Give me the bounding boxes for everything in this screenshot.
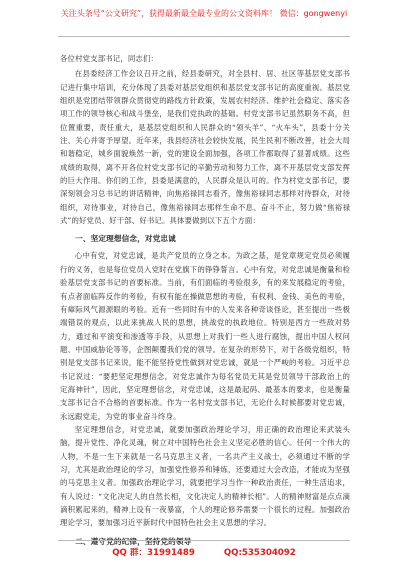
document-body: [60, 52, 350, 552]
footer-qq-group: QQ 群：31991489: [112, 548, 195, 558]
intro-paragraph: 在县委经济工作会议召开之前，经县委研究，对全县村、居、社区等基层党支部书记进行集中培训，充分体现了县委对基层党组织和基层党支部书记的高度重视。基层党组织是党团结带领群众贯彻党的路线方针政策，发展农村经济、维护社会稳定、落实各项工作的领导核心和战斗堡垒，是我们党执政的基础。村党支部书记虽然职务不高，但位置重要，责任重大，是基层党组织和人民群众的“领头羊”、“火车头”，县委十分关注、关心并寄予厚望。近年来，我县经济社会较快发展，民生民利不断改善，社会大局和谐稳定，城乡面貌焕然一新，党的建设全面加强，各项工作都取得了显著成绩。这些成绩的取得，离不开各位村党支部书记的辛勤劳动和努力工作，离不开基层党支部发挥的巨大作用。你们的工作，县委是满意的，人民群众是认可的。作为村党支部书记，要深刻领会习总书记的讲话精神，向焦裕禄同志看齐，像焦裕禄同志那样对待群众，对待组织，对待事业，对待自己，像焦裕禄同志那样生命不息、奋斗不止，努力做“焦裕禄式”的好党员、好干部、好书记。具体要做到以下五个方面：: [60, 69, 350, 226]
header-banner: 关注头条号“公文研究”，获得最新最全最专业的公文资料库！ 微信：gongwenyi: [60, 9, 348, 18]
section1-paragraph: 心中有党，对党忠诚，是共产党员的立身之本。为政之基，是党章规定党员必须履行的义务，也是每位党员入党时在党旗下的铮铮誓言。心中有党，对党忠诚是衡量和检验基层党支部书记的首要标准。当前，有们面临的考验很多，有的来发展稳定的考验，有点者面临阵反作的考验，有权有能在操做思想的考验，有权利、金钱、美色的考验，有瘴际风气源源眼的考验。近有一些同时有中的人发来各种奇谈怪论，甚至提出一些极端错误的观点，以此来挑战人民的思想，挑战党的执政地位。特别是西方一些敌对势力，通过和平演变和渗透等手段，从思想上对我们一些人进行腐蚀，提出中国人权问题、中国威胁论等等，企图颠覆我们党的领导。在复杂的形势下，对于各级党组织，特别是党支部书记来说，能不能坚持党性做到对党忠诚，就是一个严峻的考验。习近平总书记说过：“要把坚定理想信念，对党忠诚作为每名党员无其是党员领导干部政治上的定海神针”，因此，坚定理想信念，对党忠诚，这是最起码、最基本的要求，也是衡量支部书记合不合格的首要标准。作为一名村党支部书记，无论什么时候都要对党忠诚，永远跟党走，为党的事业奋斗终身。: [60, 251, 350, 421]
section-heading-1: 一、坚定理想信念，对党忠诚: [75, 234, 176, 244]
section1-paragraph: 坚定理想信念，对党忠诚，就要加强政治理论学习，用正确的政治理论来武装头脑，提升党性、净化灵魂，树立对中国特色社会主义坚定必胜的信心。任何一个伟大的人物，不是一生下来就是一名马克思主义者，一名共产主义战士，必须通过不断的学习，尤其是政治理论的学习，加强党性修养和锤炼，还要通过大会改造，才能成为坚强的马克思主义者。加强政治理论学习，就要把学习当作一种政治责任，一种生活追求，有人说过：“文化决定人的自然长相，文化决定人的精神长相”。人的精神财富是点点滴滴积累起来的，精神上设有一夜暴富，个人的理论修养需要一个很长的过程。加强政治理论学习，要加强习近平新时代中国特色社会主义思想的学习。: [60, 424, 350, 528]
footer-contact: [0, 546, 408, 558]
header-divider: [58, 36, 350, 37]
section-heading-2: 二、遵守党的纪律，坚持党的领导: [75, 536, 192, 546]
salutation: 各位村党支部书记，同志们：: [60, 54, 159, 63]
footer-divider: [58, 540, 350, 541]
footer-qq: QQ:535304092: [223, 548, 296, 558]
